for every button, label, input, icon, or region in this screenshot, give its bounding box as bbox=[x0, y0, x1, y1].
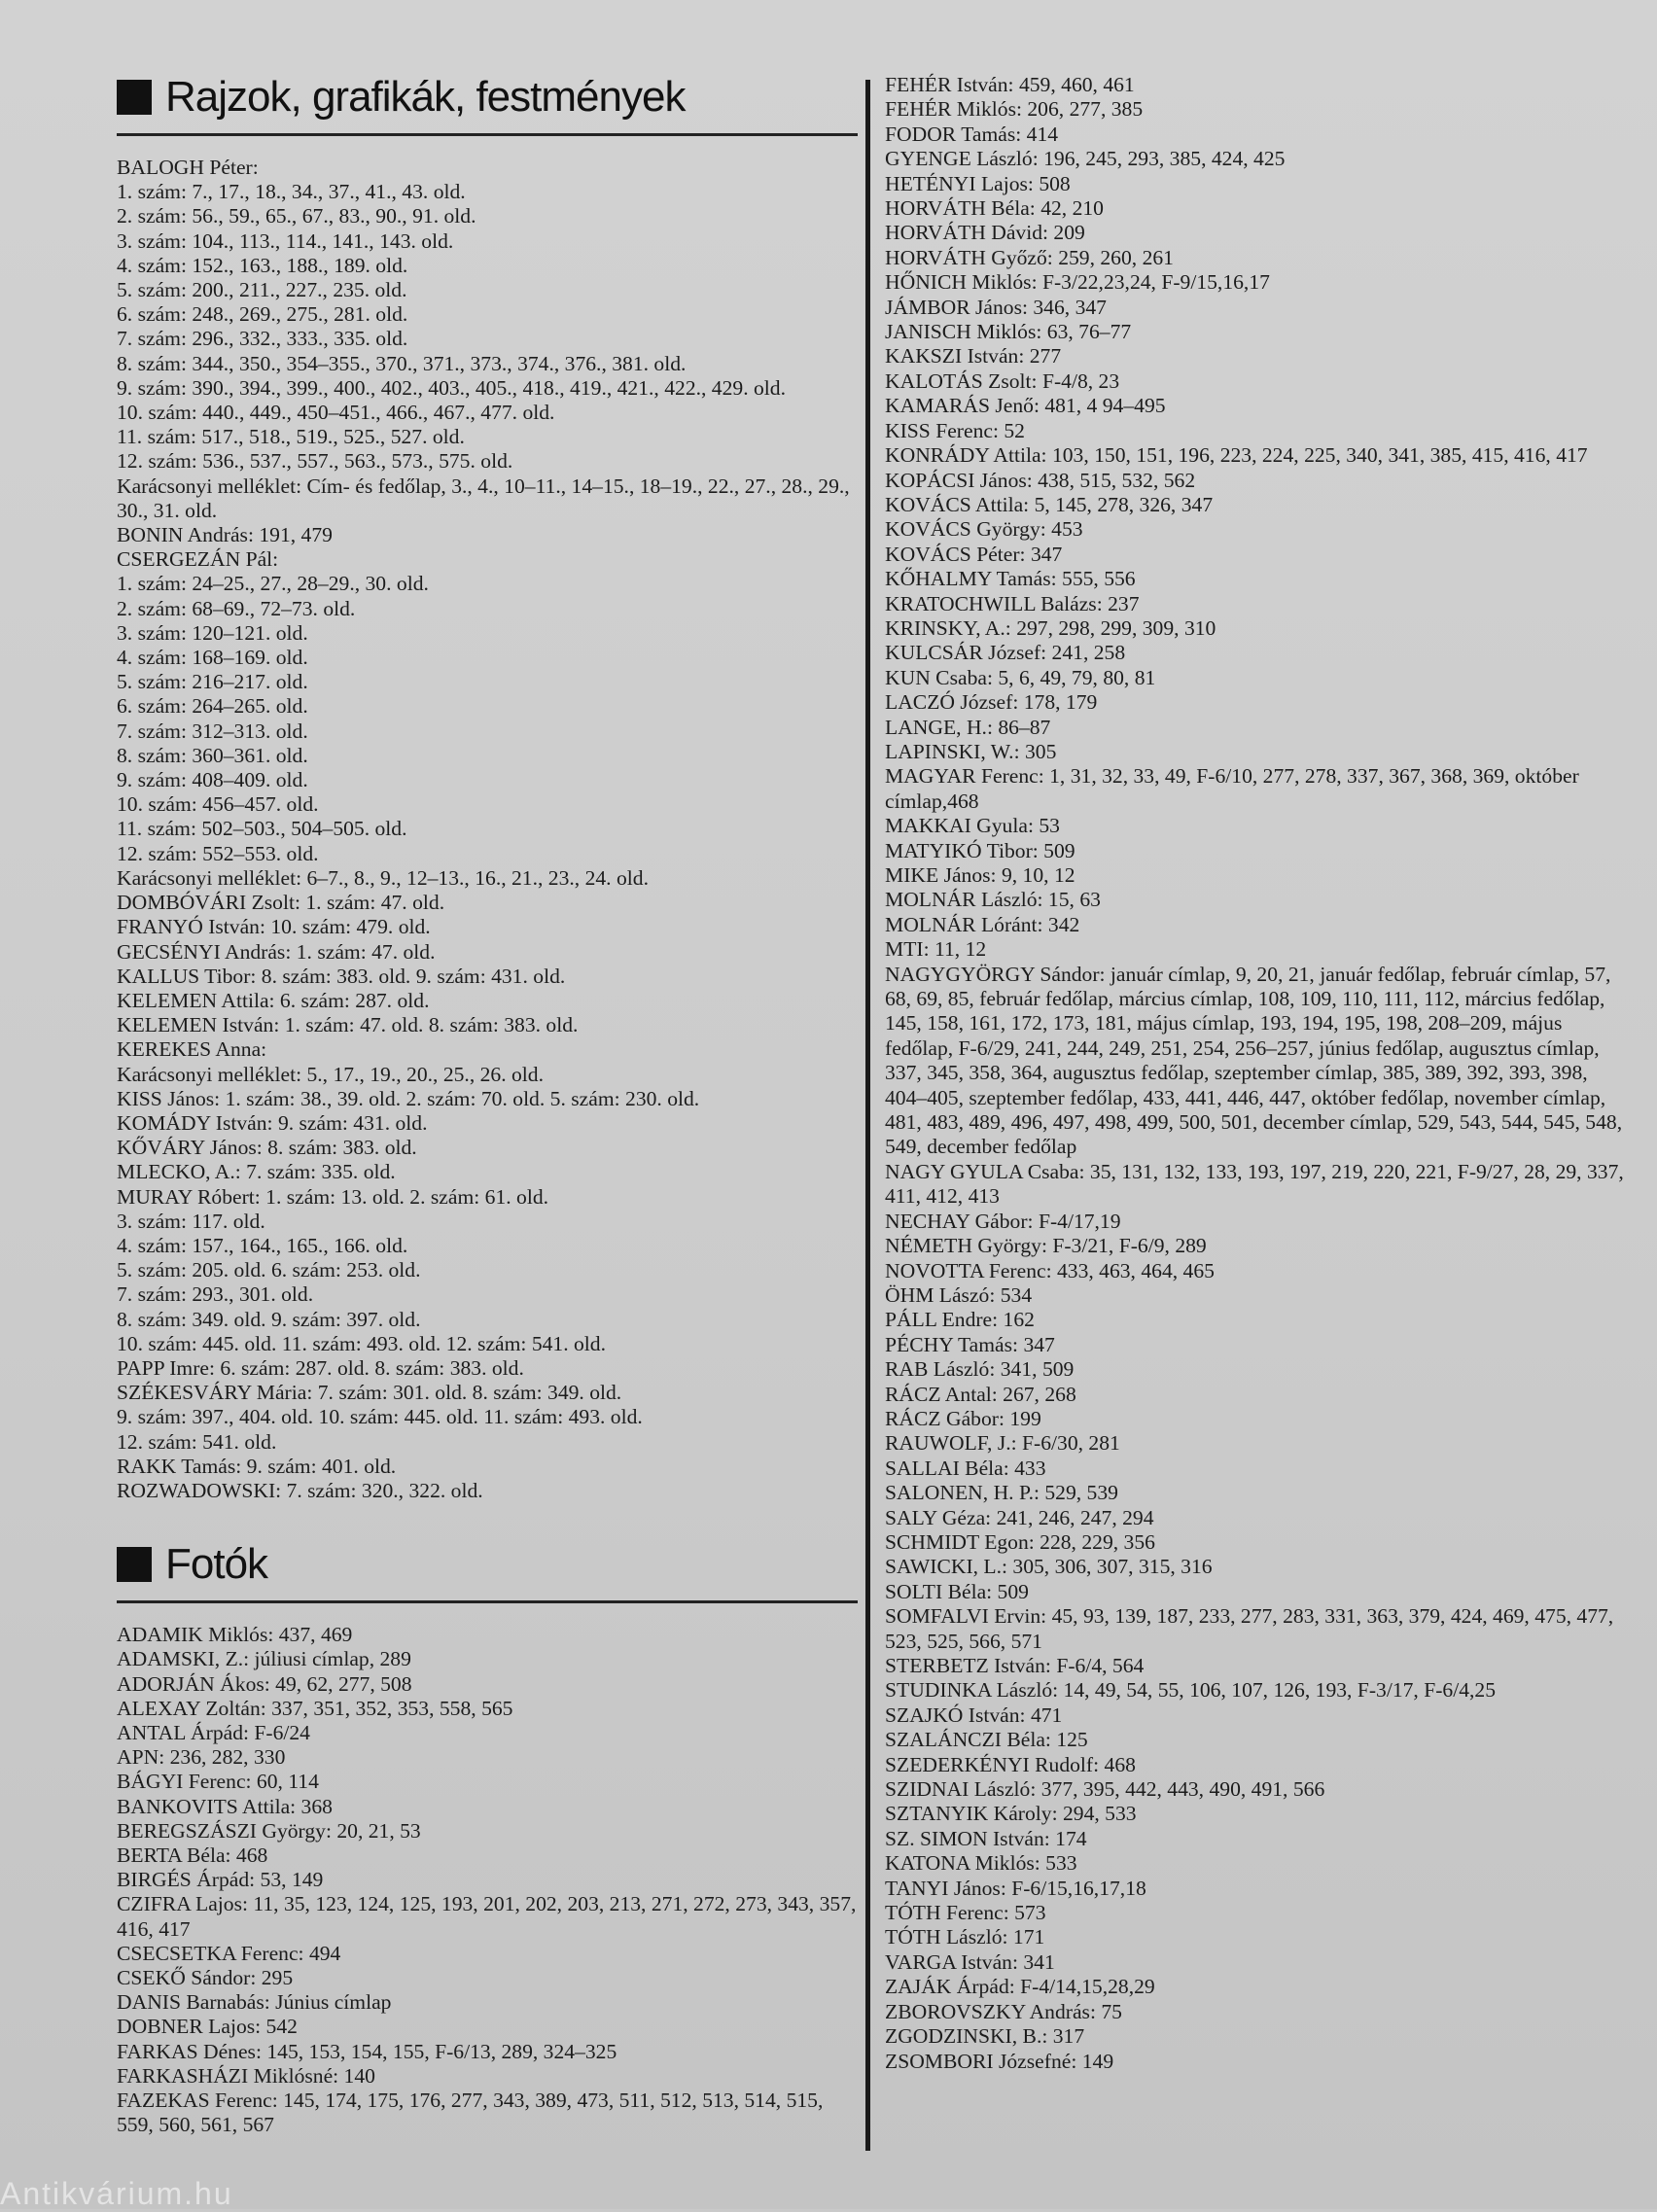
watermark: Antikvárium.hu bbox=[0, 2176, 233, 2211]
index-entry: 1. szám: 24–25., 27., 28–29., 30. old. bbox=[117, 572, 429, 596]
index-entry: FAZEKAS Ferenc: 145, 174, 175, 176, 277, 343, 389, 473, 511, 512, 513, 514, 515, 559, 560, 561, 567 bbox=[117, 2089, 828, 2137]
index-entry: KISS János: 1. szám: 38., 39. old. 2. szám: 70. old. 5. szám: 230. old. bbox=[117, 1086, 700, 1110]
index-entry: FRANYÓ István: 10. szám: 479. old. bbox=[117, 915, 431, 939]
index-entry: KELEMEN Attila: 6. szám: 287. old. bbox=[117, 988, 430, 1012]
index-entry: 5. szám: 200., 211., 227., 235. old. bbox=[117, 278, 407, 302]
index-entry: PAPP Imre: 6. szám: 287. old. 8. szám: 383. old. bbox=[117, 1355, 524, 1380]
index-entry: SAWICKI, L.: 305, 306, 307, 315, 316 bbox=[885, 1555, 1213, 1579]
index-entry: PÉCHY Tamás: 347 bbox=[885, 1332, 1055, 1356]
index-entry: KRATOCHWILL Balázs: 237 bbox=[885, 591, 1140, 615]
index-entry: KUN Csaba: 5, 6, 49, 79, 80, 81 bbox=[885, 665, 1156, 689]
index-entry: MTI: 11, 12 bbox=[885, 937, 987, 962]
index-entry: 12. szám: 552–553. old. bbox=[117, 841, 319, 865]
index-entry: KEREKES Anna: bbox=[117, 1037, 267, 1062]
index-entry: SZAJKÓ István: 471 bbox=[885, 1703, 1063, 1727]
index-entry: SCHMIDT Egon: 228, 229, 356 bbox=[885, 1529, 1155, 1554]
index-entry: DOMBÓVÁRI Zsolt: 1. szám: 47. old. bbox=[117, 891, 445, 915]
index-entry: BANKOVITS Attila: 368 bbox=[117, 1794, 333, 1818]
index-entry: MATYIKÓ Tibor: 509 bbox=[885, 838, 1075, 862]
index-entry: BERTA Béla: 468 bbox=[117, 1843, 268, 1867]
left-column bbox=[117, 73, 862, 2137]
index-entry: ZAJÁK Árpád: F-4/14,15,28,29 bbox=[885, 1975, 1155, 1999]
index-entry: RAUWOLF, J.: F-6/30, 281 bbox=[885, 1431, 1120, 1456]
section-heading-rajzok bbox=[117, 73, 858, 136]
index-entry: 7. szám: 293., 301. old. bbox=[117, 1282, 314, 1307]
index-entry: HŐNICH Miklós: F-3/22,23,24, F-9/15,16,17 bbox=[885, 270, 1270, 295]
index-entry: KOVÁCS György: 453 bbox=[885, 517, 1083, 542]
right-column bbox=[885, 73, 1630, 2074]
index-entry: ADAMSKI, Z.: júliusi címlap, 289 bbox=[117, 1647, 411, 1671]
index-entry: KAMARÁS Jenő: 481, 4 94–495 bbox=[885, 394, 1166, 418]
index-entry: KOVÁCS Péter: 347 bbox=[885, 542, 1063, 566]
index-entry: MURAY Róbert: 1. szám: 13. old. 2. szám: 61. old. bbox=[117, 1184, 549, 1209]
fotok-list-right bbox=[885, 73, 1630, 2074]
index-entry: ZBOROVSZKY András: 75 bbox=[885, 1999, 1122, 2023]
index-entry: KOMÁDY István: 9. szám: 431. old. bbox=[117, 1110, 428, 1135]
index-entry: 6. szám: 264–265. old. bbox=[117, 694, 308, 719]
index-entry: TÓTH Ferenc: 573 bbox=[885, 1901, 1046, 1925]
index-entry: HORVÁTH Dávid: 209 bbox=[885, 221, 1085, 245]
index-entry: TÓTH László: 171 bbox=[885, 1925, 1045, 1949]
index-entry: 4. szám: 168–169. old. bbox=[117, 646, 308, 670]
index-entry: BONIN András: 191, 479 bbox=[117, 523, 333, 547]
index-entry: RAKK Tamás: 9. szám: 401. old. bbox=[117, 1454, 397, 1478]
index-entry: JANISCH Miklós: 63, 76–77 bbox=[885, 320, 1132, 344]
section-title-fotok: Fotók bbox=[165, 1540, 268, 1589]
index-entry: 12. szám: 536., 537., 557., 563., 573., 575. old. bbox=[117, 449, 513, 474]
index-entry: 12. szám: 541. old. bbox=[117, 1429, 277, 1454]
index-entry: NOVOTTA Ferenc: 433, 463, 464, 465 bbox=[885, 1258, 1215, 1282]
index-entry: ÖHM Lászó: 534 bbox=[885, 1282, 1033, 1307]
index-entry: Karácsonyi melléklet: Cím- és fedőlap, 3., 4., 10–11., 14–15., 18–19., 22., 27., 28., 29., 30., 31. old. bbox=[117, 474, 856, 522]
index-entry: Karácsonyi melléklet: 5., 17., 19., 20., 25., 26. old. bbox=[117, 1062, 545, 1086]
index-entry: SZTANYIK Károly: 294, 533 bbox=[885, 1802, 1137, 1826]
index-entry: 5. szám: 205. old. 6. szám: 253. old. bbox=[117, 1258, 421, 1282]
index-entry: ANTAL Árpád: F-6/24 bbox=[117, 1720, 310, 1744]
index-entry: KOVÁCS Attila: 5, 145, 278, 326, 347 bbox=[885, 492, 1214, 516]
index-entry: CSEKŐ Sándor: 295 bbox=[117, 1966, 294, 1990]
index-entry: SZEDERKÉNYI Rudolf: 468 bbox=[885, 1752, 1136, 1776]
index-entry: GYENGE László: 196, 245, 293, 385, 424, 425 bbox=[885, 147, 1286, 171]
index-entry: 9. szám: 390., 394., 399., 400., 402., 403., 405., 418., 419., 421., 422., 429. old. bbox=[117, 375, 786, 400]
index-entry: 8. szám: 360–361. old. bbox=[117, 743, 308, 767]
index-entry: DANIS Barnabás: Június címlap bbox=[117, 1990, 392, 2015]
index-entry: MAKKAI Gyula: 53 bbox=[885, 814, 1060, 838]
index-entry: FEHÉR Miklós: 206, 277, 385 bbox=[885, 97, 1144, 122]
index-entry: 11. szám: 502–503., 504–505. old. bbox=[117, 817, 407, 841]
index-entry: KULCSÁR József: 241, 258 bbox=[885, 641, 1126, 665]
index-entry: VARGA István: 341 bbox=[885, 1949, 1055, 1974]
index-entry: SALLAI Béla: 433 bbox=[885, 1456, 1046, 1480]
index-entry: HORVÁTH Béla: 42, 210 bbox=[885, 196, 1104, 221]
column-divider bbox=[865, 80, 870, 2151]
index-entry: NECHAY Gábor: F-4/17,19 bbox=[885, 1209, 1121, 1233]
index-entry: GECSÉNYI András: 1. szám: 47. old. bbox=[117, 939, 436, 964]
index-entry: 1. szám: 7., 17., 18., 34., 37., 41., 43. old. bbox=[117, 180, 466, 204]
index-entry: KŐVÁRY János: 8. szám: 383. old. bbox=[117, 1136, 417, 1160]
index-entry: RÁCZ Antal: 267, 268 bbox=[885, 1382, 1076, 1406]
section-title-rajzok: Rajzok, grafikák, festmények bbox=[165, 73, 686, 121]
index-entry: FODOR Tamás: 414 bbox=[885, 122, 1059, 146]
index-entry: STERBETZ István: F-6/4, 564 bbox=[885, 1654, 1145, 1677]
index-entry: KELEMEN István: 1. szám: 47. old. 8. szám: 383. old. bbox=[117, 1013, 579, 1037]
index-entry: SALY Géza: 241, 246, 247, 294 bbox=[885, 1505, 1154, 1529]
index-entry: SOLTI Béla: 509 bbox=[885, 1579, 1029, 1603]
index-entry: NÉMETH György: F-3/21, F-6/9, 289 bbox=[885, 1234, 1207, 1258]
index-entry: RAB László: 341, 509 bbox=[885, 1357, 1075, 1382]
index-entry: 5. szám: 216–217. old. bbox=[117, 670, 308, 694]
index-entry: ROZWADOWSKI: 7. szám: 320., 322. old. bbox=[117, 1478, 483, 1502]
index-entry: KOPÁCSI János: 438, 515, 532, 562 bbox=[885, 468, 1196, 492]
index-entry: APN: 236, 282, 330 bbox=[117, 1745, 286, 1770]
index-entry: SZIDNAI László: 377, 395, 442, 443, 490, 491, 566 bbox=[885, 1777, 1325, 1802]
index-entry: 4. szám: 152., 163., 188., 189. old. bbox=[117, 253, 408, 277]
index-entry: DOBNER Lajos: 542 bbox=[117, 2015, 298, 2039]
index-entry: 8. szám: 344., 350., 354–355., 370., 371., 373., 374., 376., 381. old. bbox=[117, 351, 687, 375]
index-entry: 7. szám: 296., 332., 333., 335. old. bbox=[117, 327, 408, 351]
index-entry: SALONEN, H. P.: 529, 539 bbox=[885, 1481, 1118, 1505]
index-entry: RÁCZ Gábor: 199 bbox=[885, 1406, 1041, 1430]
index-entry: BIRGÉS Árpád: 53, 149 bbox=[117, 1868, 324, 1892]
index-entry: KALOTÁS Zsolt: F-4/8, 23 bbox=[885, 369, 1120, 393]
index-entry: LAPINSKI, W.: 305 bbox=[885, 739, 1057, 763]
fotok-list-left bbox=[117, 1623, 862, 2137]
index-entry: 6. szám: 248., 269., 275., 281. old. bbox=[117, 302, 408, 327]
index-entry: 10. szám: 440., 449., 450–451., 466., 467., 477. old. bbox=[117, 401, 555, 425]
section-heading-fotok bbox=[117, 1540, 858, 1603]
index-entry: LANGE, H.: 86–87 bbox=[885, 715, 1051, 739]
index-entry: ALEXAY Zoltán: 337, 351, 352, 353, 558, 565 bbox=[117, 1696, 513, 1720]
index-entry: JÁMBOR János: 346, 347 bbox=[885, 295, 1107, 319]
black-square-icon bbox=[117, 80, 152, 115]
index-entry: LACZÓ József: 178, 179 bbox=[885, 690, 1098, 715]
index-entry: 7. szám: 312–313. old. bbox=[117, 719, 308, 743]
index-entry: 8. szám: 349. old. 9. szám: 397. old. bbox=[117, 1307, 421, 1331]
index-entry: NAGYGYÖRGY Sándor: január címlap, 9, 20, 21, január fedőlap, február címlap, 57, 68, 69, 85, február fedőlap, március címlap, 108, 109, 110, 111, 112, március fedőlap, 145, 158, 161, 172, 173, 181, május címlap, 193, 194, 195, 198, 208–209, május fedőlap, F-6/29, 241, 244, 249, 251, 254, 256–257, június fedőlap, augusztus címlap, 337, 345, 358, 364, augusztus fedőlap, szeptember címlap, 385, 389, 392, 393, 398, 404–405, szeptember fedőlap, 433, 441, 446, 447, október fedőlap, november címlap, 481, 483, 489, 496, 497, 498, 499, 500, 501, december címlap, 529, 543, 544, 545, 548, 549, december fedőlap bbox=[885, 962, 1628, 1159]
index-entry: NAGY GYULA Csaba: 35, 131, 132, 133, 193, 197, 219, 220, 221, F-9/27, 28, 29, 337, 411, 412, 413 bbox=[885, 1159, 1630, 1209]
index-entry: 10. szám: 445. old. 11. szám: 493. old. 12. szám: 541. old. bbox=[117, 1331, 607, 1355]
index-entry: TANYI János: F-6/15,16,17,18 bbox=[885, 1876, 1146, 1900]
index-entry: BALOGH Péter: bbox=[117, 156, 259, 179]
index-entry: KŐHALMY Tamás: 555, 556 bbox=[885, 567, 1136, 591]
index-entry: SZÉKESVÁRY Mária: 7. szám: 301. old. 8. szám: 349. old. bbox=[117, 1381, 622, 1405]
index-entry: CSERGEZÁN Pál: bbox=[117, 547, 279, 572]
index-entry: 3. szám: 120–121. old. bbox=[117, 620, 308, 645]
index-entry: 9. szám: 397., 404. old. 10. szám: 445. old. 11. szám: 493. old. bbox=[117, 1405, 643, 1429]
index-entry: KONRÁDY Attila: 103, 150, 151, 196, 223, 224, 225, 340, 341, 385, 415, 416, 417 bbox=[885, 443, 1588, 468]
index-entry: BÁGYI Ferenc: 60, 114 bbox=[117, 1770, 319, 1794]
index-entry: CZIFRA Lajos: 11, 35, 123, 124, 125, 193, 201, 202, 203, 213, 271, 272, 273, 343, 357, 416, 417 bbox=[117, 1892, 862, 1941]
index-entry: BEREGSZÁSZI György: 20, 21, 53 bbox=[117, 1818, 421, 1843]
index-entry: 2. szám: 56., 59., 65., 67., 83., 90., 91. old. bbox=[117, 204, 476, 228]
index-entry: STUDINKA László: 14, 49, 54, 55, 106, 107, 126, 193, F-3/17, F-6/4,25 bbox=[885, 1678, 1497, 1703]
black-square-icon bbox=[117, 1547, 152, 1582]
index-entry: ADORJÁN Ákos: 49, 62, 277, 508 bbox=[117, 1671, 412, 1696]
index-entry: MOLNÁR László: 15, 63 bbox=[885, 888, 1101, 912]
index-entry: HORVÁTH Győző: 259, 260, 261 bbox=[885, 245, 1174, 269]
index-entry: KATONA Miklós: 533 bbox=[885, 1851, 1077, 1876]
index-entry: MIKE János: 9, 10, 12 bbox=[885, 863, 1075, 887]
index-entry: KALLUS Tibor: 8. szám: 383. old. 9. szám: 431. old. bbox=[117, 964, 566, 988]
index-entry: 3. szám: 117. old. bbox=[117, 1209, 265, 1233]
index-entry: MOLNÁR Lóránt: 342 bbox=[885, 912, 1080, 936]
index-entry: KISS Ferenc: 52 bbox=[885, 418, 1025, 442]
index-entry: 3. szám: 104., 113., 114., 141., 143. old. bbox=[117, 228, 454, 253]
index-entry: FARKAS Dénes: 145, 153, 154, 155, F-6/13, 289, 324–325 bbox=[117, 2039, 617, 2063]
index-entry: ZGODZINSKI, B.: 317 bbox=[885, 2024, 1085, 2049]
index-entry: MAGYAR Ferenc: 1, 31, 32, 33, 49, F-6/10, 277, 278, 337, 367, 368, 369, október címlap,468 bbox=[885, 764, 1585, 813]
index-entry: PÁLL Endre: 162 bbox=[885, 1308, 1035, 1332]
index-entry: FEHÉR István: 459, 460, 461 bbox=[885, 73, 1135, 96]
index-entry: ZSOMBORI Józsefné: 149 bbox=[885, 2049, 1114, 2073]
index-entry: CSECSETKA Ferenc: 494 bbox=[117, 1941, 341, 1965]
index-entry: 4. szám: 157., 164., 165., 166. old. bbox=[117, 1233, 408, 1257]
index-entry: ADAMIK Miklós: 437, 469 bbox=[117, 1623, 353, 1647]
index-entry: Karácsonyi melléklet: 6–7., 8., 9., 12–13., 16., 21., 23., 24. old. bbox=[117, 865, 649, 890]
index-entry: KRINSKY, A.: 297, 298, 299, 309, 310 bbox=[885, 615, 1216, 640]
index-entry: 9. szám: 408–409. old. bbox=[117, 768, 308, 792]
index-entry: MLECKO, A.: 7. szám: 335. old. bbox=[117, 1160, 396, 1184]
index-entry: HETÉNYI Lajos: 508 bbox=[885, 171, 1071, 195]
index-entry: 11. szám: 517., 518., 519., 525., 527. old. bbox=[117, 425, 465, 449]
index-entry: KAKSZI István: 277 bbox=[885, 344, 1062, 369]
index-entry: SZALÁNCZI Béla: 125 bbox=[885, 1728, 1088, 1752]
index-entry: SOMFALVI Ervin: 45, 93, 139, 187, 233, 277, 283, 331, 363, 379, 424, 469, 475, 477, 523, 525, 566, 571 bbox=[885, 1604, 1619, 1653]
rajzok-list bbox=[117, 156, 858, 1503]
index-entry: FARKASHÁZI Miklósné: 140 bbox=[117, 2063, 375, 2088]
index-entry: 2. szám: 68–69., 72–73. old. bbox=[117, 596, 356, 620]
index-entry: SZ. SIMON István: 174 bbox=[885, 1826, 1087, 1850]
index-entry: 10. szám: 456–457. old. bbox=[117, 792, 319, 817]
